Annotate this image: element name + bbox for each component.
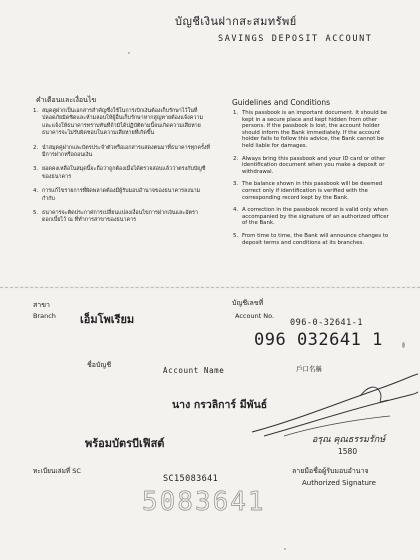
branch-label-english: Branch	[33, 312, 56, 320]
term-number: 1.	[233, 110, 239, 116]
warning-text: สมุดคู่ฝากเป็นเอกสารสำคัญซึ่งใช้ในการเบิกเงินต้องเก็บรักษาไว้ในที่ปลอดภัยมิดชิดและห้ามลอบให้ผู้อื่นเก็บรักษาหากสูญหายต้องแจ้งความและแจ้งให้ธนาคารทราบทันทีถ้ามิได้ปฏิบัติตามนี้จนเกิดความเสียหายธนาคารจะไม่รับผิดชอบในความเสียหายที่เกิดขึ้น	[42, 108, 204, 137]
warnings-list	[33, 108, 211, 232]
term-number: 2.	[233, 155, 239, 162]
warning-number: 3.	[33, 166, 39, 173]
warnings-heading: คำเตือนและเงื่อนไข	[36, 96, 97, 104]
account-number-label-thai: บัญชีเลขที่	[232, 299, 264, 307]
authorized-signature-label-english: Authorized Signature	[302, 479, 376, 487]
term-item	[233, 181, 393, 201]
registration-number: SC15083641	[163, 474, 219, 484]
term-item	[233, 110, 393, 150]
warning-number: 4.	[33, 188, 39, 195]
account-number-value: 096-0-32641-1	[290, 318, 364, 328]
account-name-label-chinese: 戶口名稱	[296, 365, 322, 373]
branch-value: เอ็มโพเรียม	[80, 313, 135, 326]
page-title-english: SAVINGS DEPOSIT ACCOUNT	[218, 34, 373, 44]
registration-stamp: 5083641	[142, 487, 266, 517]
warning-item	[33, 108, 211, 138]
warning-number: 5.	[33, 210, 39, 217]
account-name-label-thai: ชื่อบัญชี	[87, 361, 112, 369]
joint-holder-value: พร้อมบัตรบีเฟิสต์	[85, 437, 165, 450]
warning-number: 2.	[33, 144, 39, 151]
officer-number: 1580	[338, 447, 358, 456]
warning-item	[33, 210, 211, 225]
term-number: 3.	[233, 181, 239, 188]
terms-list	[233, 110, 393, 252]
term-text: This passbook is an important document. It should be kept in a secure place and kept hidden from other persons. If the passbook is lost, the account holder should inform the Bank immediately. If the account holder fails to follow this advice, the Bank cannot be held liable for damages.	[242, 110, 388, 149]
authorized-signature-label-thai: ลายมือชื่อผู้รับมอบอำนาจ	[292, 467, 369, 475]
account-name-value: นาง กรวลิการ์ มีพันธ์	[172, 399, 268, 411]
warning-text: ยอดคงเหลือในสมุดนี้จะถือว่าถูกต้องเมื่อได้ตรวจสอบแล้วว่าตรงกับบัญชีของธนาคาร	[42, 166, 206, 180]
term-number: 4.	[233, 207, 239, 214]
registration-label: ทะเบียนเล่มที่ SC	[33, 467, 81, 475]
terms-heading: Guidelines and Conditions	[232, 98, 331, 107]
account-number-large: 096 032641 1	[254, 330, 383, 350]
warning-text: นำสมุดคู่ฝากและบัตรประจำตัวหรือเอกสารแสดงตนมาที่ธนาคารทุกครั้งที่มีการฝากหรือถอนเงิน	[42, 144, 211, 159]
term-text: From time to time, the Bank will announce changes to deposit terms and conditions at its branches.	[242, 232, 389, 246]
ink-speck	[128, 52, 130, 54]
ink-speck	[402, 342, 405, 348]
account-name-label-english: Account Name	[163, 366, 225, 375]
term-text: A correction in the passbook record is valid only when accompanied by the signature of an authorized officer of the Bank.	[242, 207, 389, 227]
term-text: Always bring this passbook and your ID card or other identification document when you make a deposit or withdrawal.	[242, 155, 386, 175]
term-text: The balance shown in this passbook will be deemed correct only if identification is verified with the corresponding record kept by the Bank.	[242, 181, 383, 201]
page-title-thai: บัญชีเงินฝากสะสมทรัพย์	[175, 15, 297, 28]
warning-text: ธนาคารจะติดประกาศการเปลี่ยนแปลงเงื่อนไขการฝากเงินและอัตราดอกเบี้ยไว้ ณ ที่ทำการสาขาของธนาคาร	[42, 210, 198, 224]
warning-item	[33, 145, 211, 160]
warning-item	[33, 166, 211, 181]
term-number: 5.	[233, 232, 239, 239]
term-item	[233, 156, 393, 176]
term-item	[233, 207, 393, 227]
fold-divider	[0, 287, 420, 288]
warning-number: 1.	[33, 108, 39, 114]
branch-label-thai: สาขา	[33, 301, 50, 309]
ink-speck	[284, 548, 286, 550]
warning-text: การแก้ไขรายการที่ผิดพลาดต้องมีผู้รับมอบอำนาจของธนาคารลงนามกำกับ	[42, 188, 201, 202]
warning-item	[33, 188, 211, 203]
officer-signature-name: อรุณ คุณธรรมรักษ์	[312, 435, 386, 445]
account-number-label-english: Account No.	[235, 312, 275, 320]
term-item	[233, 233, 393, 246]
